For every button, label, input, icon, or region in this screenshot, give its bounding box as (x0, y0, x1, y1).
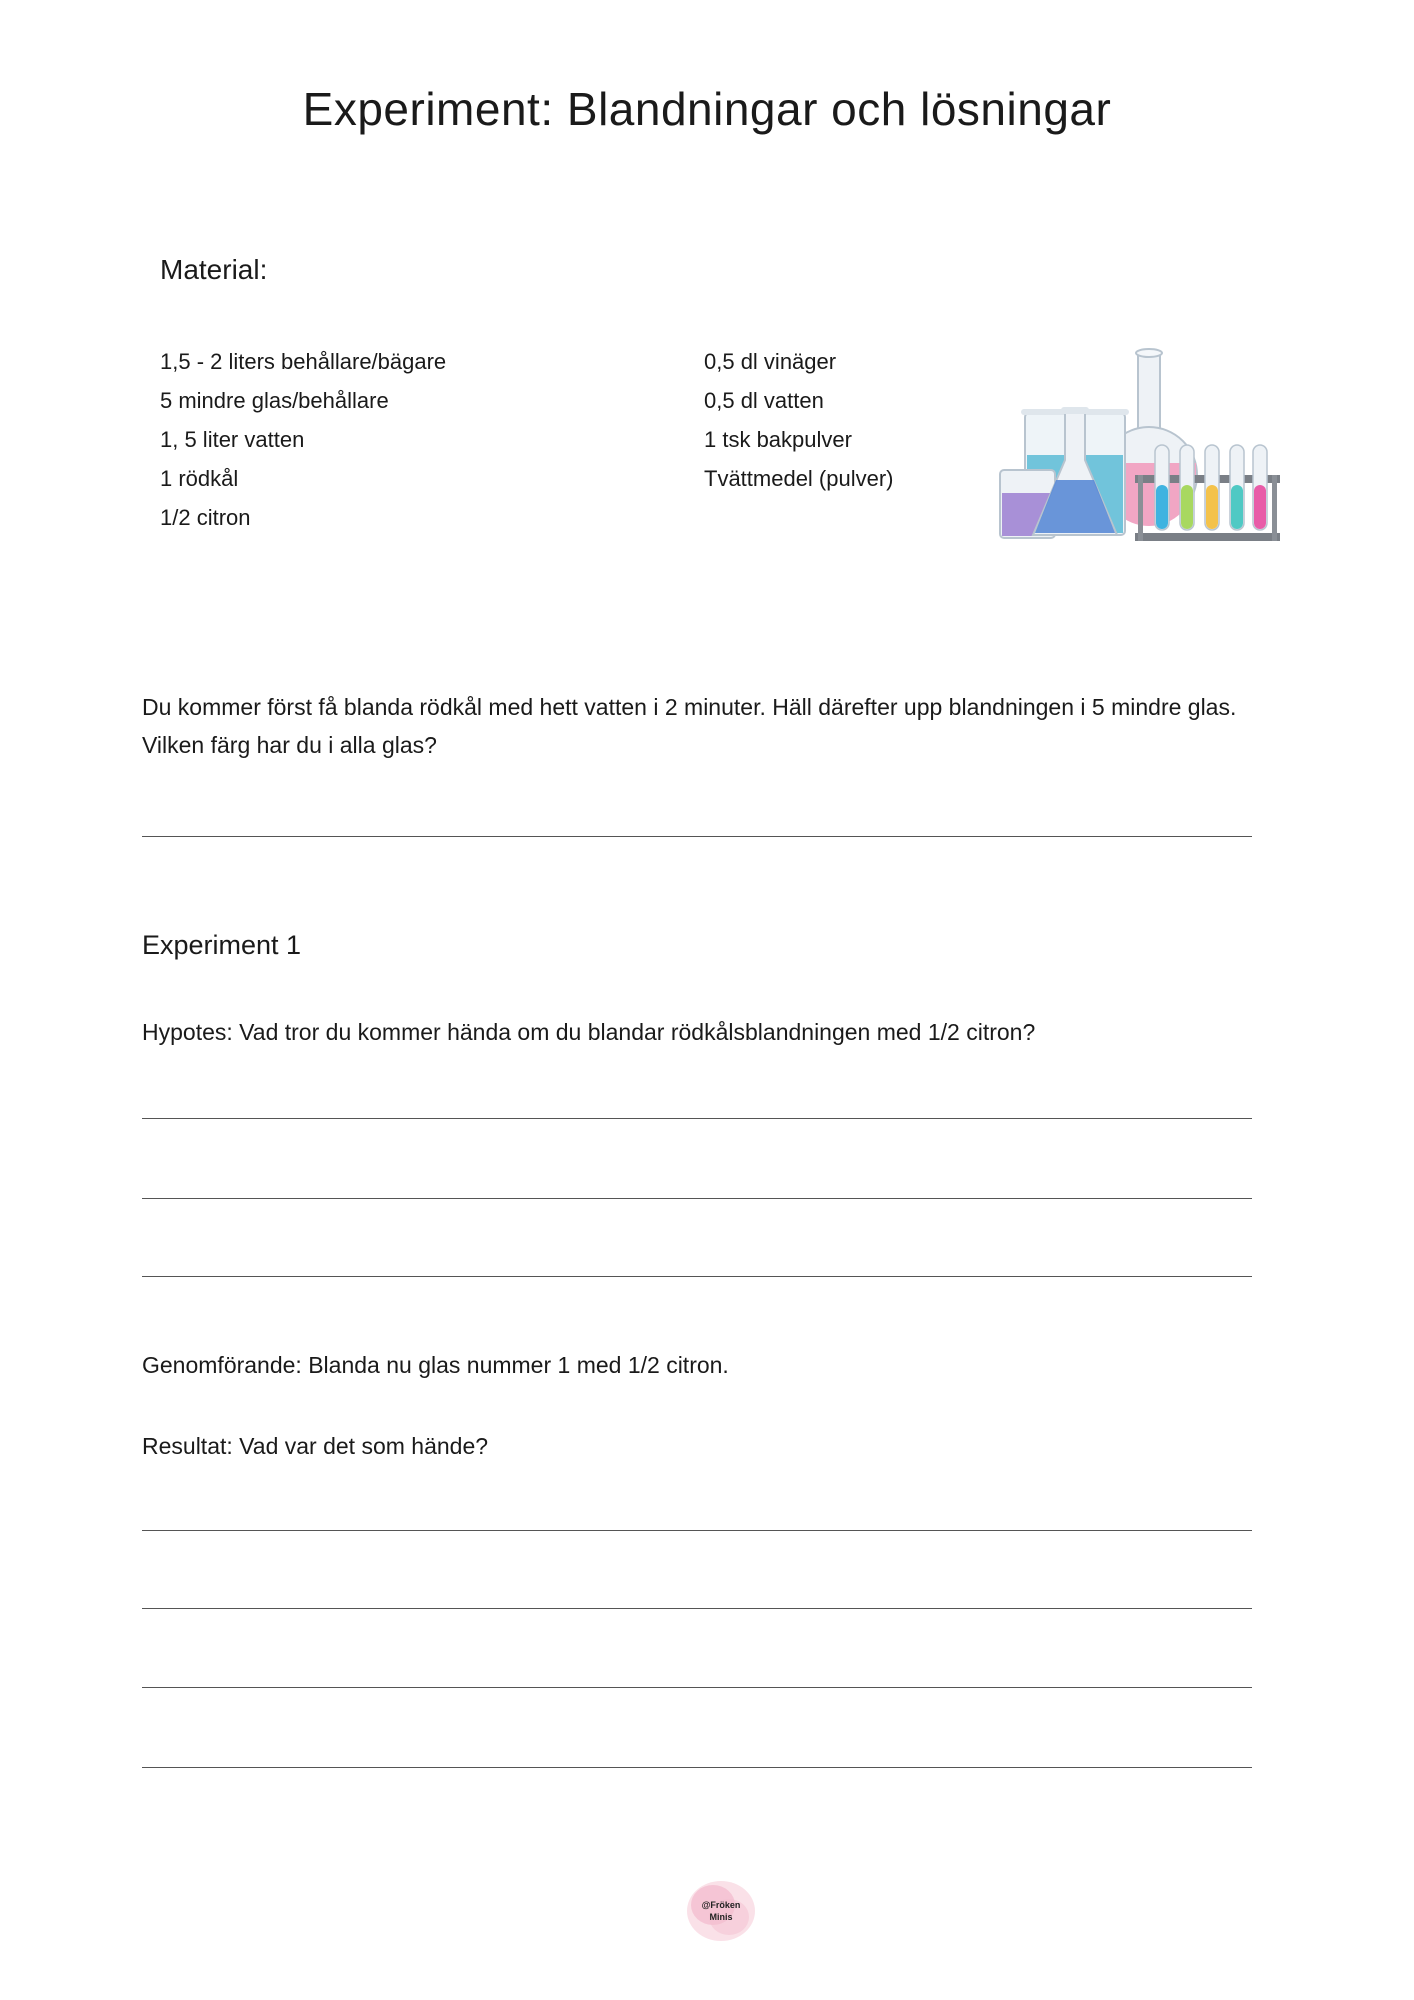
intro-question: Du kommer först få blanda rödkål med hett vatten i 2 minuter. Häll därefter upp blandningen i 5 mindre glas. Vilken färg har du i alla glas? (142, 694, 1237, 758)
logo-line-1: @Fröken (701, 1900, 741, 1910)
experiment-1-heading: Experiment 1 (142, 930, 302, 960)
material-item: 0,5 dl vatten (704, 388, 824, 413)
answer-line (142, 1687, 1252, 1688)
procedure-text: Genomförande: Blanda nu glas nummer 1 med 1/2 citron. (142, 1352, 729, 1378)
logo (683, 1875, 759, 1947)
page-title: Experiment: Blandningar och lösningar (302, 83, 1112, 135)
result-question: Resultat: Vad var det som hände? (142, 1433, 489, 1459)
lab-glassware-illustration (995, 345, 1285, 545)
answer-line (142, 1530, 1252, 1531)
answer-line (142, 1608, 1252, 1609)
material-item: 1,5 - 2 liters behållare/bägare (160, 349, 447, 374)
material-heading: Material: (160, 254, 268, 285)
material-item: 1 tsk bakpulver (704, 427, 852, 452)
answer-line (142, 1276, 1252, 1277)
material-list-left (160, 342, 446, 537)
material-item: 1/2 citron (160, 505, 251, 530)
hypothesis-question: Hypotes: Vad tror du kommer hända om du blandar rödkålsblandningen med 1/2 citron? (142, 1019, 1036, 1045)
logo-text (683, 1899, 759, 1923)
answer-line (142, 1198, 1252, 1199)
material-list-right (704, 342, 894, 498)
test-tube-rack-icon (1135, 445, 1280, 541)
answer-line (142, 1767, 1252, 1768)
logo-line-2: Minis (709, 1912, 733, 1922)
material-item: 1 rödkål (160, 466, 239, 491)
answer-line (142, 836, 1252, 837)
material-item: 1, 5 liter vatten (160, 427, 305, 452)
material-item: 0,5 dl vinäger (704, 349, 837, 374)
material-item: Tvättmedel (pulver) (704, 466, 894, 491)
material-item: 5 mindre glas/behållare (160, 388, 389, 413)
answer-line (142, 1118, 1252, 1119)
